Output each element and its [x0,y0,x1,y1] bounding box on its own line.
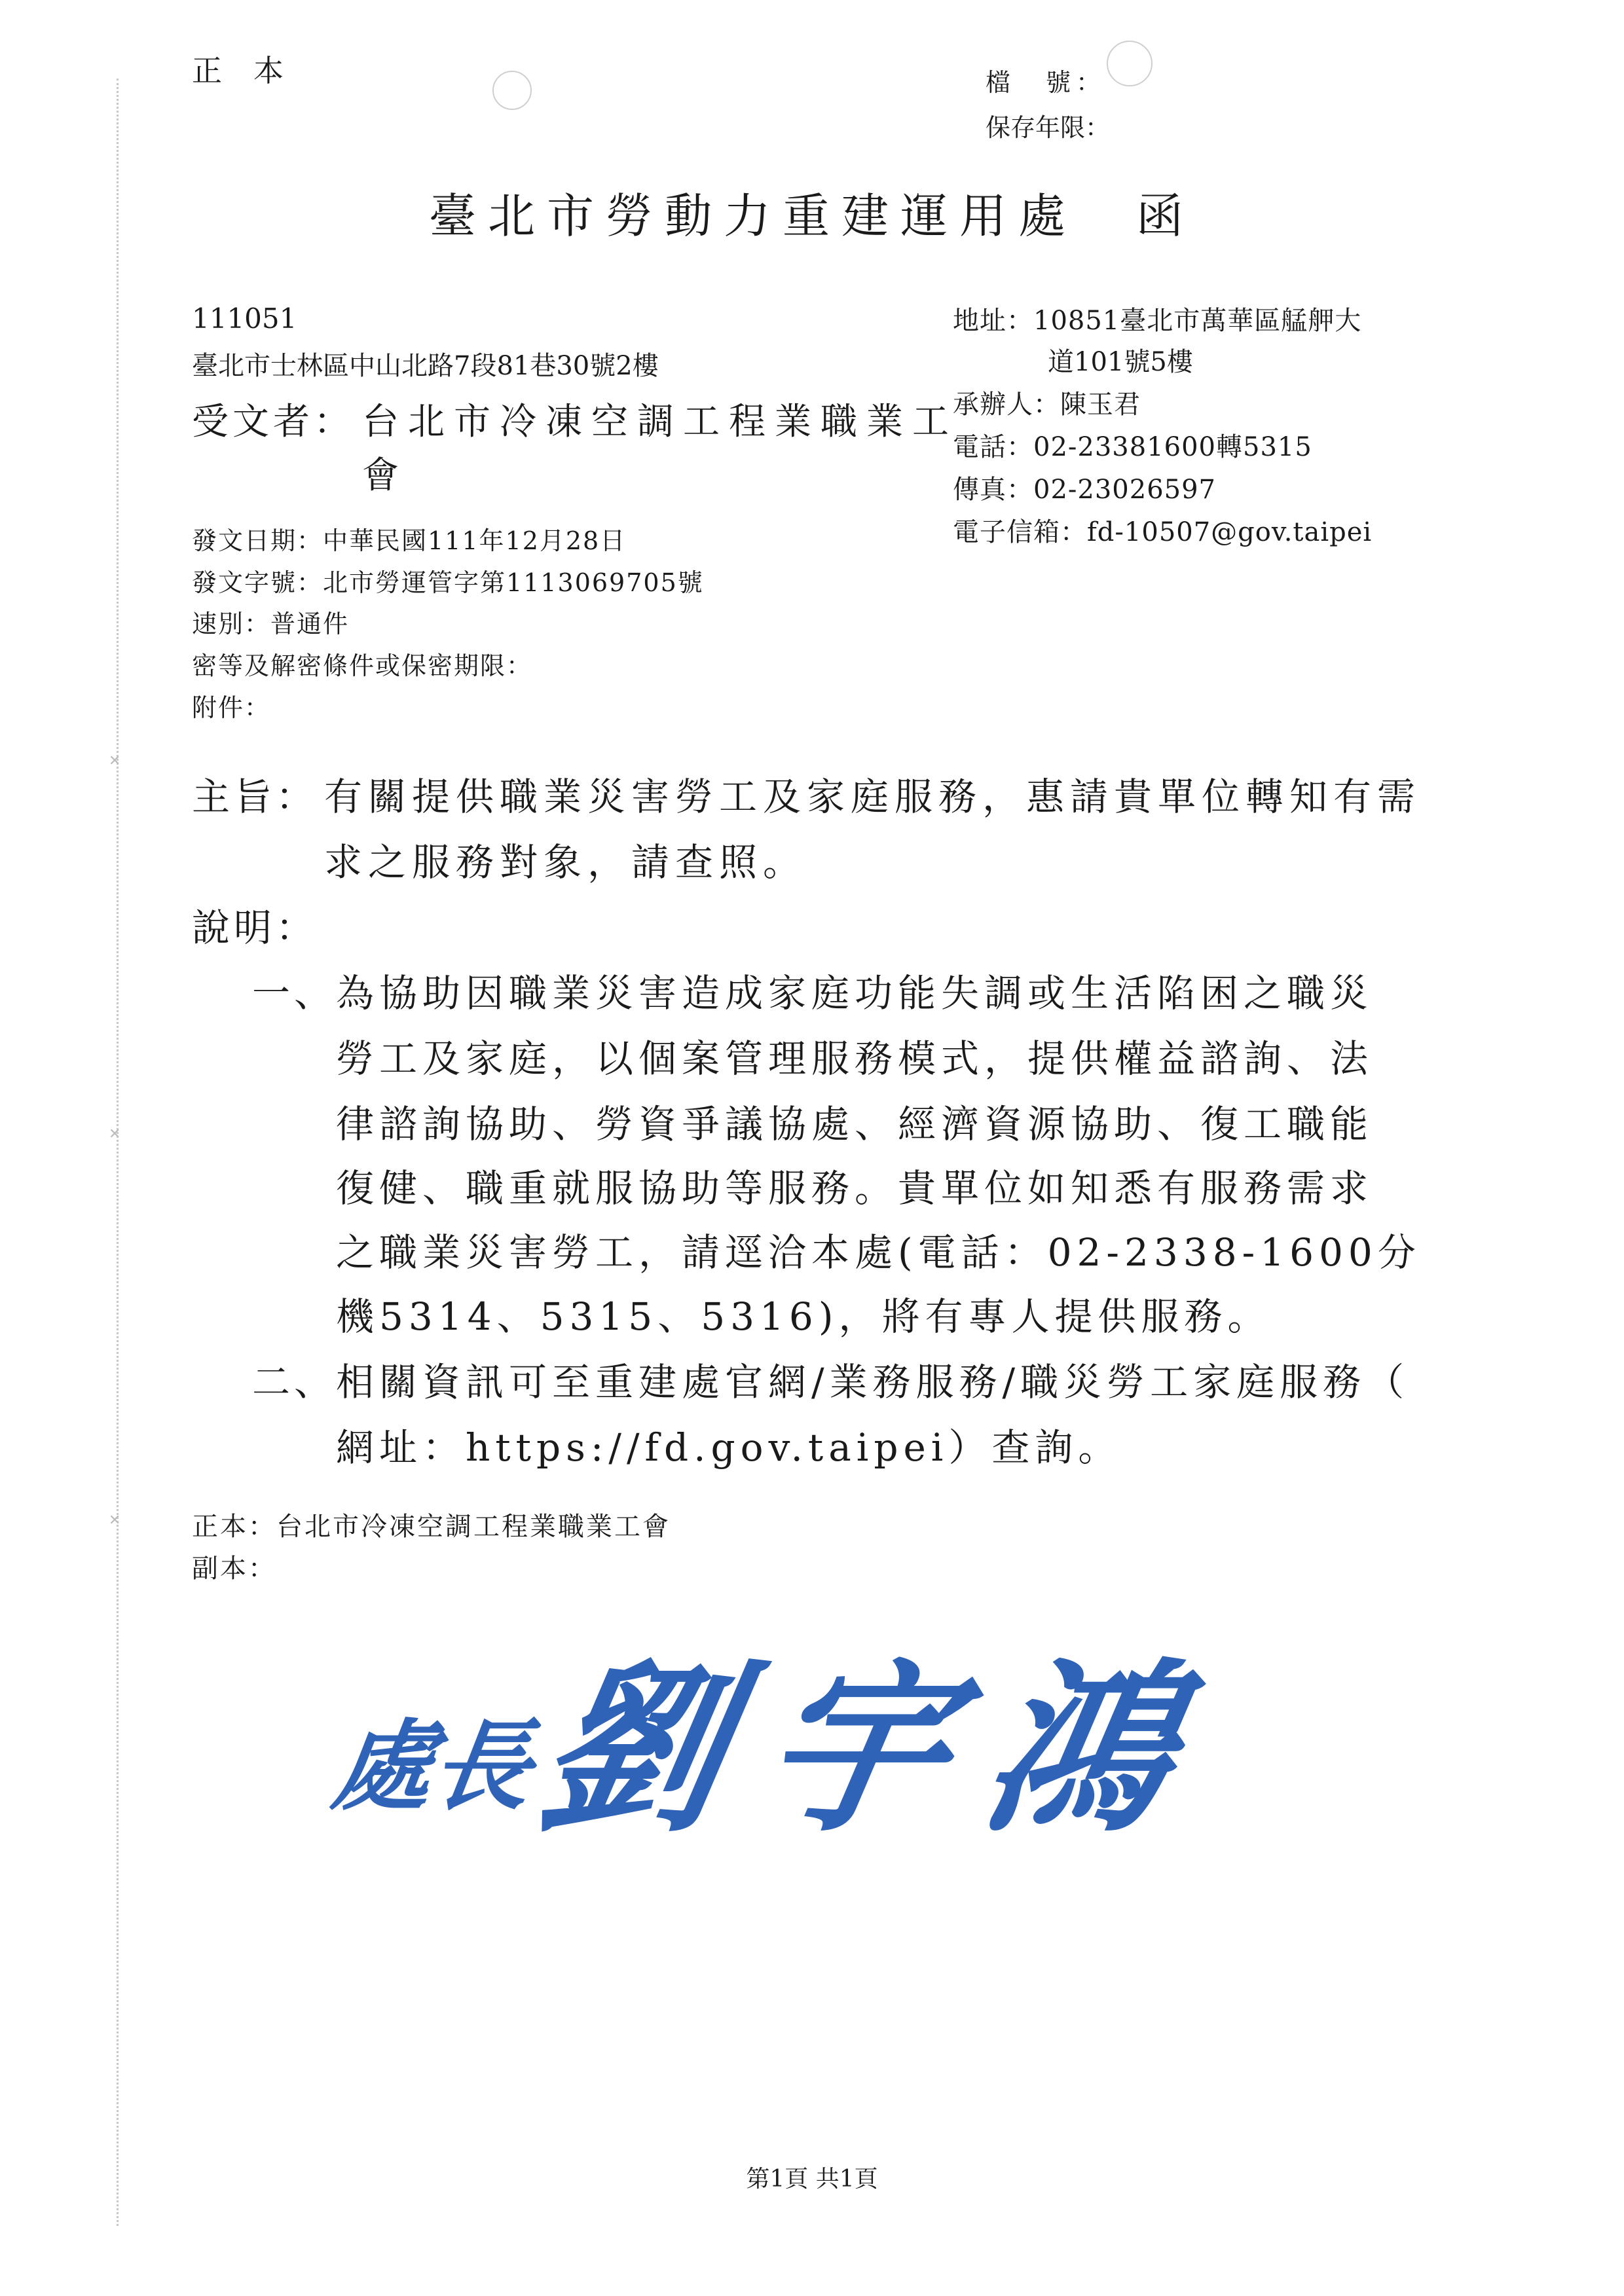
explanation-item-line: 之職業災害勞工，請逕洽本處(電話：02-2338-1600分 [336,1230,1421,1275]
sender-address-continued: 道101號5樓 [1048,347,1193,377]
explanation-item-line: 為協助因職業災害造成家庭功能失調或生活陷困之職災 [336,971,1374,1015]
svg-text:劉宇鴻: 劉宇鴻 [523,1641,1229,1857]
binding-mark-icon: ✕ [109,1512,121,1529]
director-signature [326,1630,1229,1857]
explanation-item-line: 復健、職重就服協助等服務。貴單位如知悉有服務需求 [336,1166,1374,1211]
explanation-item-number: 二、 [252,1360,337,1404]
recipient-postal-code: 111051 [192,302,297,335]
fax: 傳真：02-23026597 [953,475,1217,505]
explanation-item-line: 勞工及家庭，以個案管理服務模式，提供權益諮詢、法 [336,1036,1374,1081]
handler: 承辦人：陳玉君 [953,390,1141,420]
copy-type: 正本 [192,53,315,88]
binding-mark-icon: ✕ [109,753,121,769]
copy-recipient: 副本： [192,1554,276,1584]
explanation-item-line: 律諮詢協助、勞資爭議協處、經濟資源協助、復工職能 [336,1102,1374,1146]
subject-text: 有關提供職業災害勞工及家庭服務，惠請貴單位轉知有需 [324,774,1422,819]
explanation-item-number: 一、 [252,971,337,1015]
original-recipient: 正本：台北市冷凍空調工程業職業工會 [192,1512,671,1542]
document-title: 臺北市勞動力重建運用處 函 [428,189,1195,244]
recipient-label: 受文者： [192,401,354,443]
punch-hole-icon [1107,41,1153,86]
secrecy-level: 密等及解密條件或保密期限： [192,651,533,680]
explanation-label: 說明： [192,905,318,950]
binding-line [117,79,119,2226]
binding-mark-icon: ✕ [109,1126,121,1142]
recipient-name: 台北市冷凍空調工程業職業工 [362,401,958,443]
svg-text:處長: 處長 [326,1707,540,1824]
document-number: 發文字號：北市勞運管字第1113069705號 [192,568,704,597]
punch-hole-icon [492,71,532,110]
phone: 電話：02-23381600轉5315 [953,432,1312,462]
sender-address: 地址：10851臺北市萬華區艋舺大 [953,306,1362,336]
delivery-speed: 速別：普通件 [192,610,350,638]
explanation-item-line: 相關資訊可至重建處官網/業務服務/職災勞工家庭服務（ [336,1360,1410,1404]
explanation-item-line: 網址：https://fd.gov.taipei）查詢。 [336,1425,1122,1470]
file-number-label: 檔 號： [986,68,1107,97]
email: 電子信箱：fd-10507@gov.taipei [953,517,1373,547]
retention-period-label: 保存年限： [986,113,1111,142]
issue-date: 發文日期：中華民國111年12月28日 [192,526,627,555]
explanation-item-line: 機5314、5315、5316)，將有專人提供服務。 [336,1294,1271,1339]
recipient-name-continued: 會 [362,454,399,497]
attachment-label: 附件： [192,693,271,722]
subject-label: 主旨： [192,774,318,819]
recipient-address: 臺北市士林區中山北路7段81巷30號2樓 [192,351,659,381]
page-number: 第1頁 共1頁 [746,2166,878,2193]
subject-text-continued: 求之服務對象，請查照。 [324,840,807,884]
